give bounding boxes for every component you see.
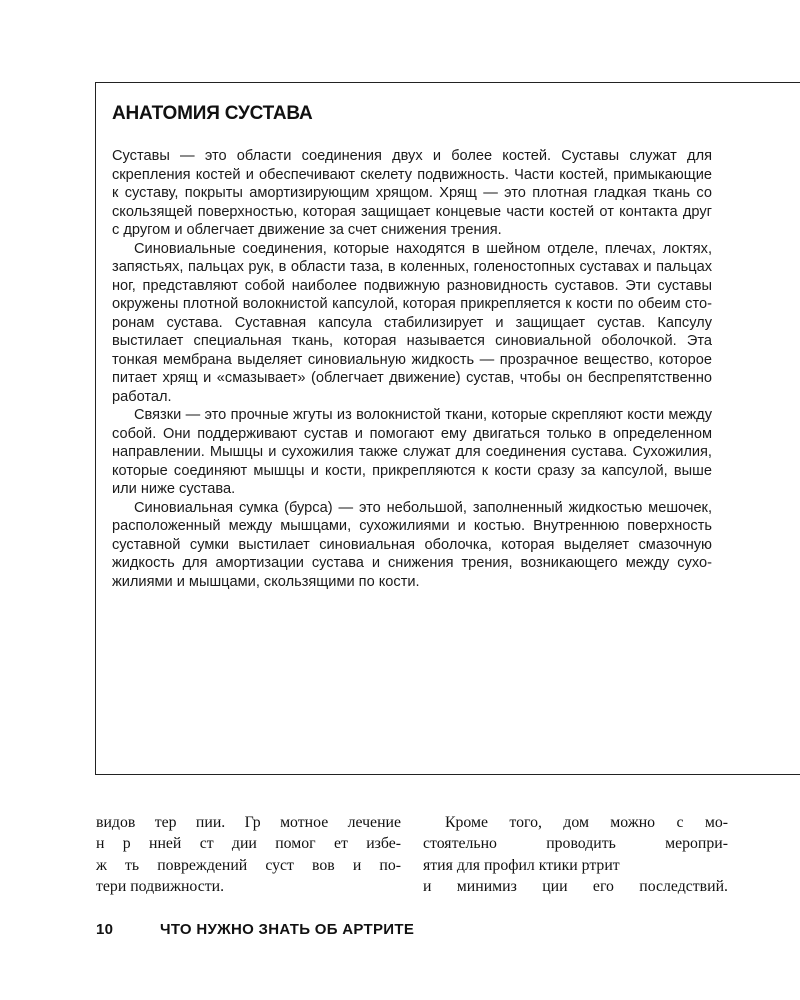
sidebar-paragraph: Синовиальные соединения, которые находятся в шейном отделе, плечах, локтях, запястьях, пальцах рук, в области таза, в коленных, голеностопных суставах и пальцах ног, представляют собой наиболее подвижную разновидность суставов. Эти суставы окружены плотной волокнистой капсулой, которая прикрепляется к кости по обеим сторонам сустава. Суставная капсула стабилизирует и защищает сустав. Капсулу выстилает специальная ткань, которая называется синовиальной оболочкой. Эта тонкая мембрана выделяет синовиальную жидкость — прозрачное вещество, которое питает хрящ и «смазывает» (облегчает движение) сустав, чтобы он беспрепятственно работал. (112, 240, 712, 405)
sidebar-paragraph: Связки — это прочные жгуты из волокнистой ткани, которые скрепляют кости между собой. Они поддерживают сустав и помогают ему двигаться только в определенном направлении. Мышцы и сухожилия также служат для соединения сустава. Сухожилия, которые соединяют мышцы и кости, прикрепляются к кости сразу за капсулой, выше или ниже сустава. (112, 407, 712, 497)
body-column-left (96, 812, 401, 897)
body-column-right (423, 812, 728, 897)
text-line: и минимиз ции его последствий. (423, 877, 728, 895)
text-line: ж ть повреждений суст вов и по- (96, 856, 401, 874)
sidebar-title: АНАТОМИЯ СУСТАВА (112, 103, 313, 124)
text-line: ятия для профил ктики ртрит (423, 856, 620, 874)
page-footer (96, 921, 414, 938)
sidebar-paragraph: Синовиальная сумка (бурса) — это небольшой, заполненный жидкостью мешочек, расположенный между мышцами, сухожилиями и костью. Внутреннюю поверхность суставной сумки выстилает синовиальная оболочка, которая выделяет смазочную жидкость для амортизации сустава и снижения трения, возникающего между сухожилиями и мышцами, скользящими по кости. (112, 499, 712, 590)
text-line: н р нней ст дии помог ет избе- (96, 835, 401, 853)
text-line: Кроме того, дом можно с мо- (445, 814, 728, 831)
sidebar-paragraph: Суставы — это области соединения двух и более костей. Суставы служат для скрепления костей и обеспечивают скелету подвижность. Части костей, примыкающие к суставу, покрыты амортизирующим хрящом. Хрящ — это плотная гладкая ткань со скользящей поверхностью, которая защищает концевые части костей от контакта друг с другом и облегчает движение за счет снижения трения. (112, 148, 712, 238)
text-line: видов тер пии. Гр мотное лечение (96, 814, 401, 831)
sidebar-text (112, 147, 712, 591)
page-number: 10 (96, 921, 114, 938)
text-line: тери подвижности. (96, 877, 225, 895)
text-line: стоятельно проводить меропри- (423, 835, 728, 853)
running-title: ЧТО НУЖНО ЗНАТЬ ОБ АРТРИТЕ (160, 921, 415, 938)
